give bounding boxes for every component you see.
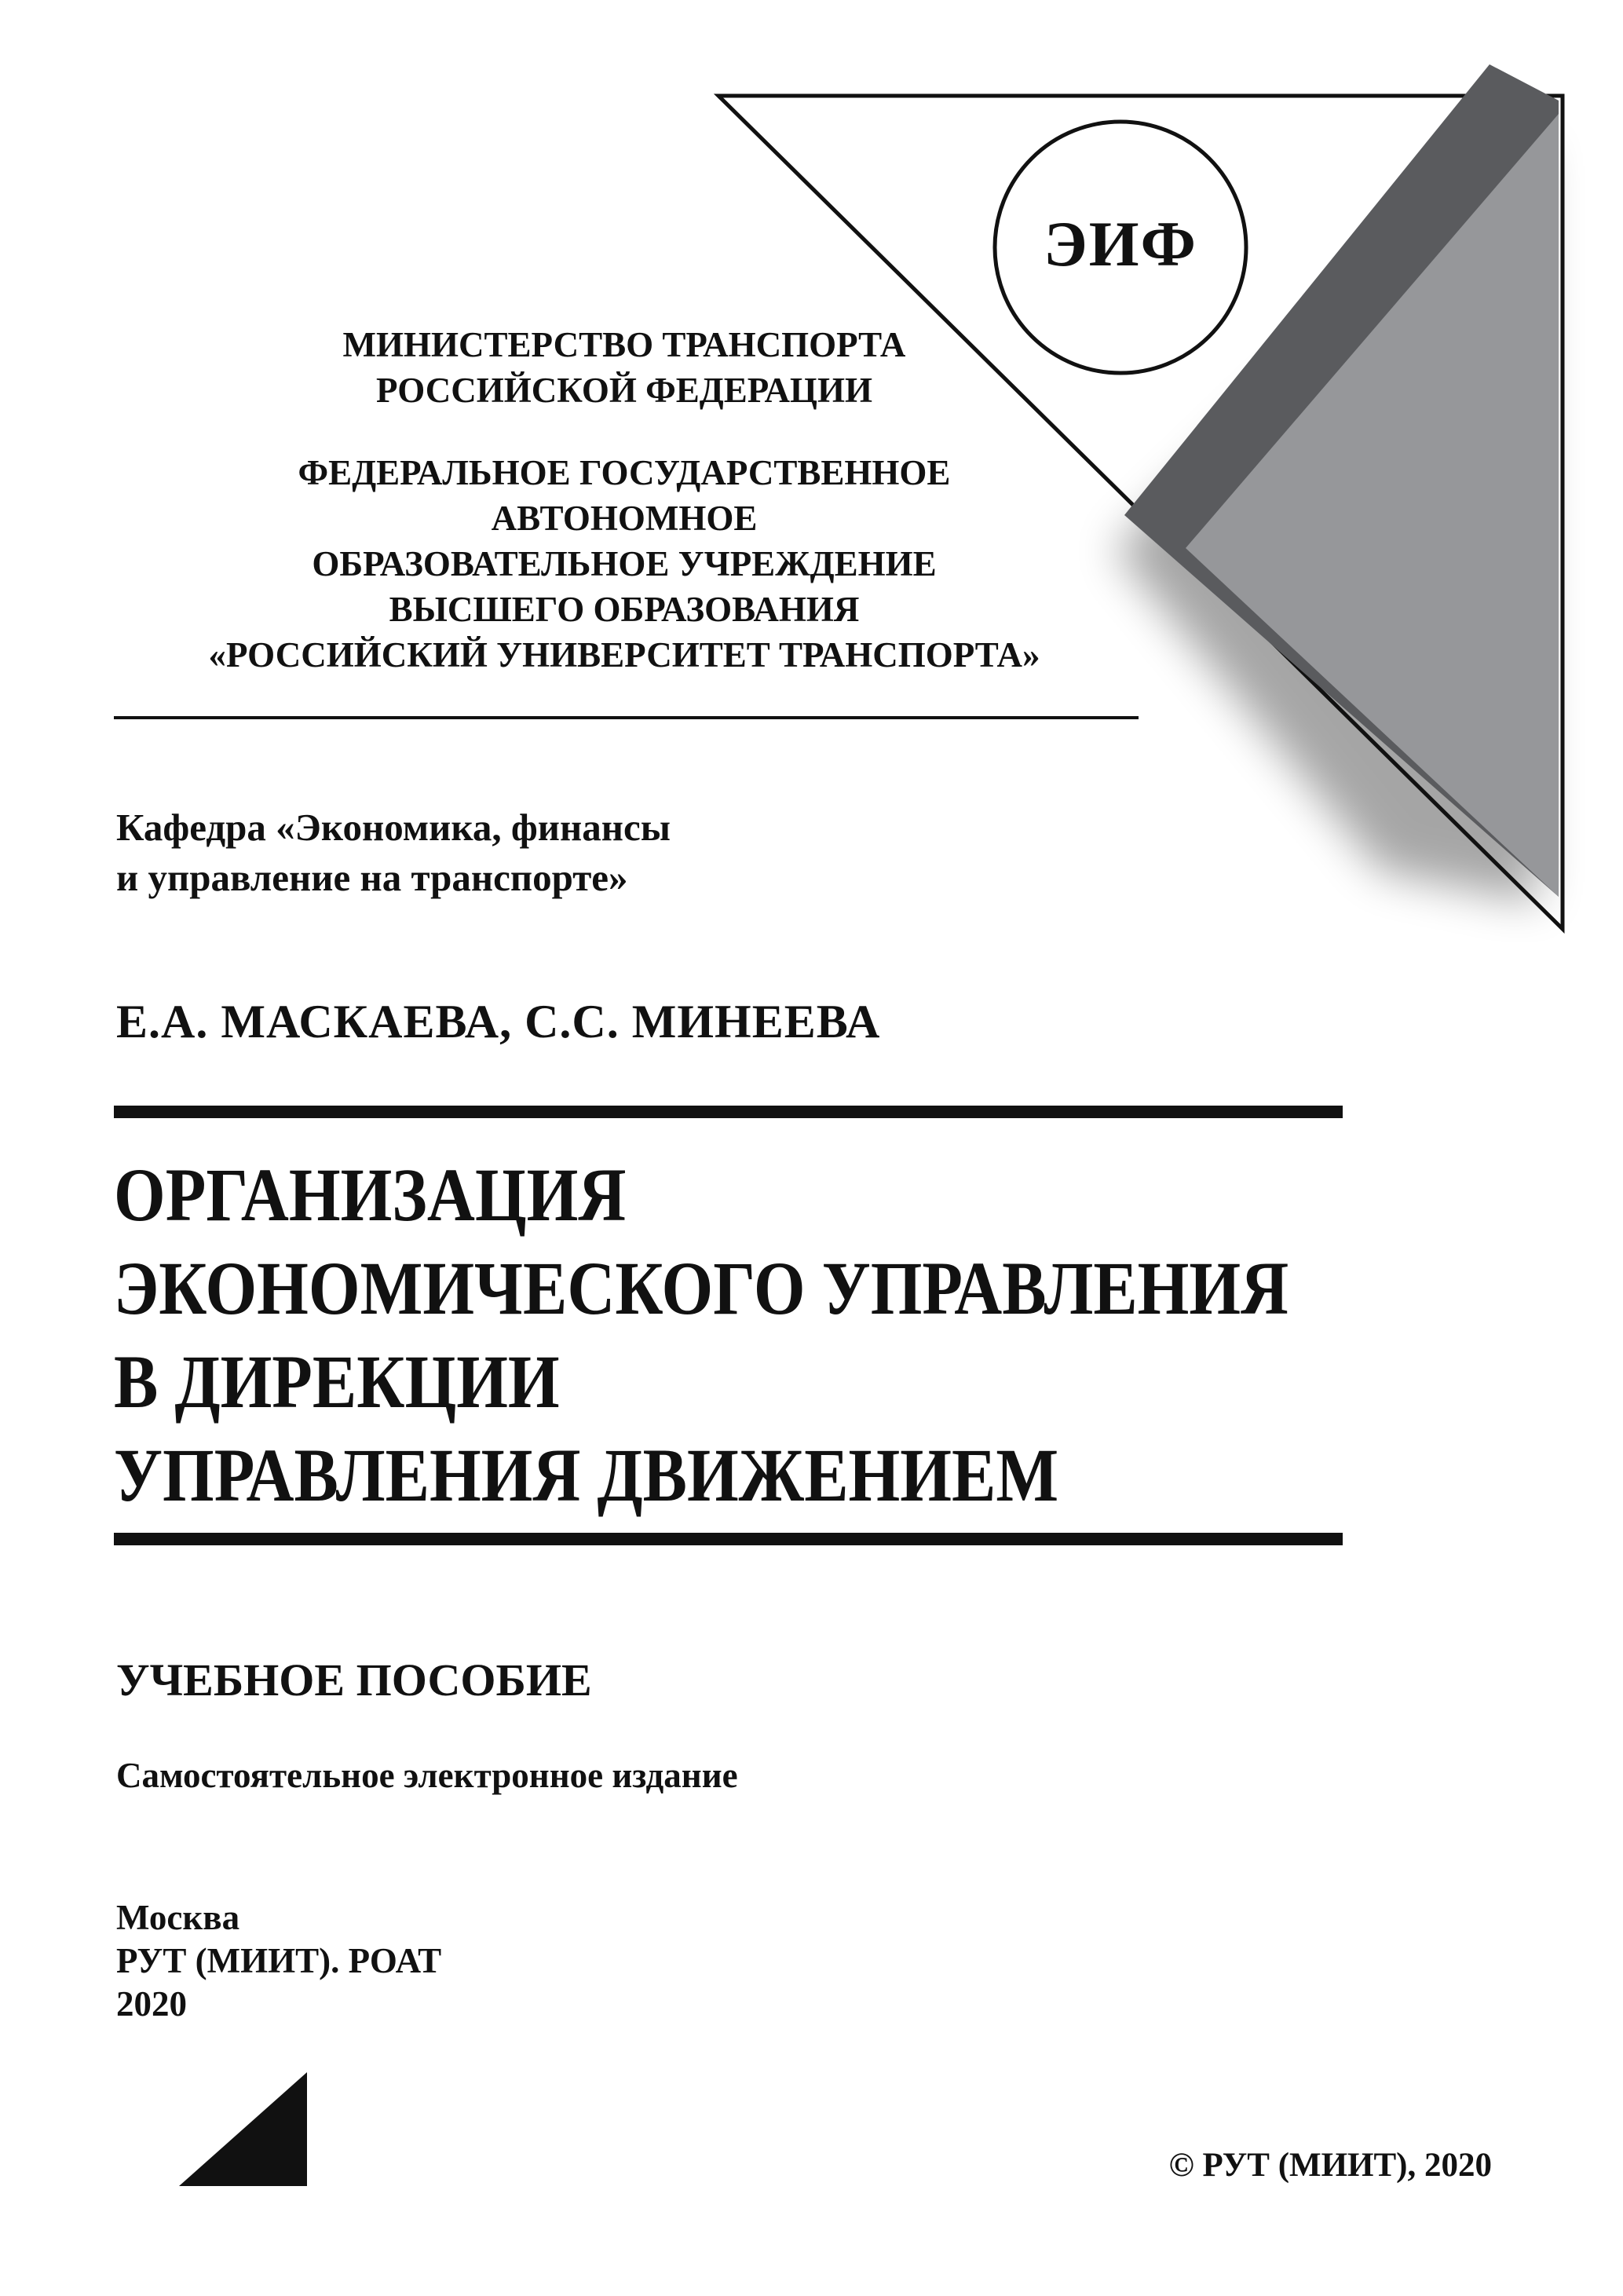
imprint-publisher: РУТ (МИИТ). РОАТ (116, 1941, 442, 1980)
header-divider (114, 716, 1139, 719)
title-line: В ДИРЕКЦИИ (114, 1340, 560, 1424)
imprint (116, 1896, 441, 2026)
university-line: ОБРАЗОВАТЕЛЬНОЕ УЧРЕЖДЕНИЕ (312, 544, 937, 583)
imprint-year: 2020 (116, 1984, 187, 2024)
university-line: АВТОНОМНОЕ (491, 499, 758, 538)
copyright-notice: © РУТ (МИИТ), 2020 (1168, 2147, 1492, 2184)
title-line: УПРАВЛЕНИЯ ДВИЖЕНИЕМ (114, 1433, 1059, 1517)
ministry-name (110, 322, 1139, 413)
title-line: ОРГАНИЗАЦИЯ (114, 1153, 627, 1237)
university-line: ФЕДЕРАЛЬНОЕ ГОСУДАРСТВЕННОЕ (298, 453, 951, 492)
department-name (116, 803, 671, 903)
department-line: и управление на транспорте» (116, 856, 628, 899)
university-name (110, 450, 1139, 678)
authors: Е.А. МАСКАЕВА, С.С. МИНЕЕВА (116, 996, 881, 1047)
title-rule-bottom (114, 1533, 1343, 1545)
corner-triangle-icon (179, 2072, 307, 2186)
edition-note: Самостоятельное электронное издание (116, 1756, 738, 1795)
ministry-line: МИНИСТЕРСТВО ТРАНСПОРТА (342, 325, 906, 364)
title-line: ЭКОНОМИЧЕСКОГО УПРАВЛЕНИЯ (114, 1246, 1289, 1330)
imprint-city: Москва (116, 1898, 240, 1937)
title-rule-top (114, 1106, 1343, 1118)
university-line: «РОССИЙСКИЙ УНИВЕРСИТЕТ ТРАНСПОРТА» (208, 635, 1040, 675)
book-type: УЧЕБНОЕ ПОСОБИЕ (116, 1654, 592, 1706)
seal-abbreviation: ЭИФ (1044, 208, 1197, 280)
book-title (114, 1148, 1289, 1522)
university-line: ВЫСШЕГО ОБРАЗОВАНИЯ (389, 590, 860, 629)
department-line: Кафедра «Экономика, финансы (116, 806, 671, 849)
ministry-line: РОССИЙСКОЙ ФЕДЕРАЦИИ (376, 371, 872, 410)
